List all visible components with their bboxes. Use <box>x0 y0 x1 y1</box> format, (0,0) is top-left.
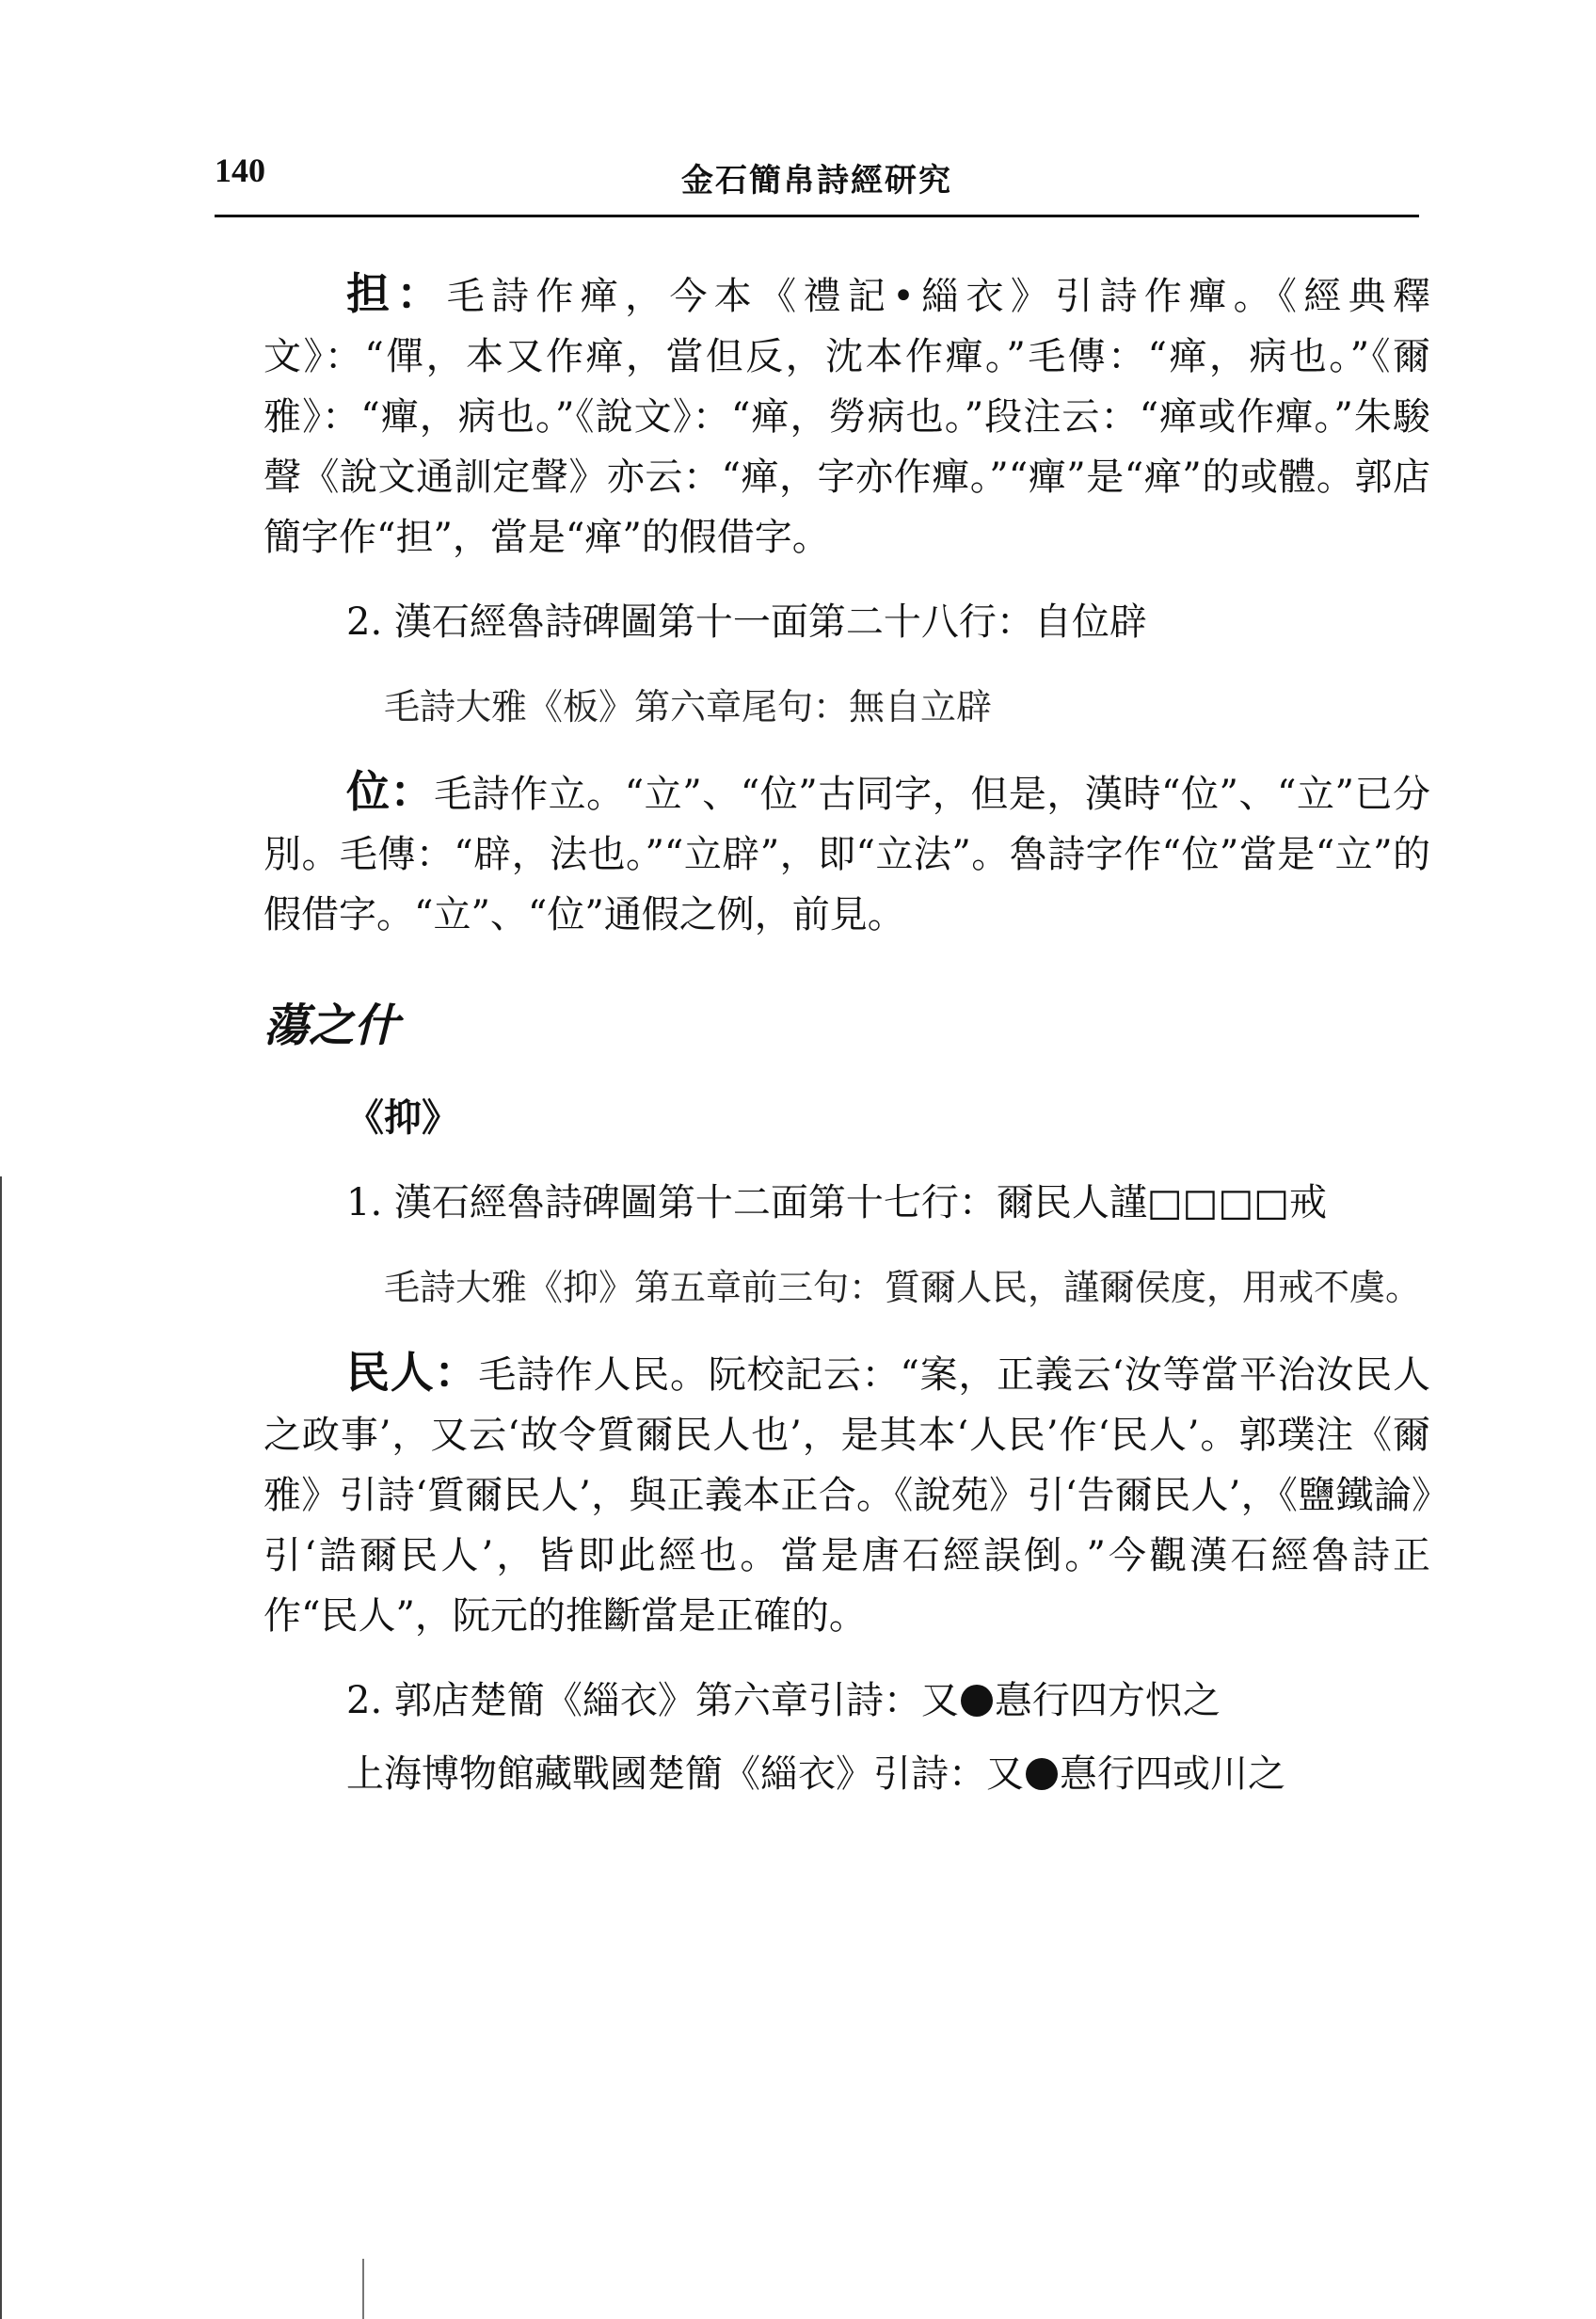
section-title: 蕩之什 <box>263 1000 400 1052</box>
page-header <box>215 151 1419 203</box>
running-title: 金石簡帛詩經研究 <box>681 162 952 200</box>
mao-quote-ban: 毛詩大雅《板》第六章尾句：無自立辟 <box>384 686 993 728</box>
shanghai-text-a: 上海博物館藏戰國楚簡《緇衣》引詩：又 <box>346 1752 1024 1796</box>
citation-shanghai <box>263 1744 1430 1804</box>
scan-gutter-mark <box>362 2259 364 2319</box>
term-wei: 位： <box>346 766 435 817</box>
archaic-glyph-icon <box>1026 1758 1058 1790</box>
term-dan: 担： <box>346 268 447 319</box>
page-number: 140 <box>215 152 265 189</box>
header-rule <box>215 215 1419 217</box>
paragraph-minren-text: 毛詩作人民。阮校記云：“案，正義云‘汝等當平治汝民人之政事’，又云‘故令質爾民人也’，是其本‘人民’作‘民人’。郭璞注《爾雅》引詩‘質爾民人’，與正義本正合。《說苑》引‘告爾民人’，《鹽鐵論》引‘誥爾民人’，皆即此經也。當是唐石經誤倒。”今觀漢石經魯詩正作“民人”，阮元的推斷當是正確的。 <box>263 1353 1430 1638</box>
paragraph-dan-text: 毛詩作瘅，今本《禮記•緇衣》引詩作癉。《經典釋文》：“僤，本又作瘅，當但反，沈本作癉。”毛傳：“瘅，病也。”《爾雅》：“癉，病也。”《說文》：“瘅，勞病也。”段注云：“瘅或作癉。”朱駿聲《說文通訓定聲》亦云：“瘅，字亦作癉。”“癉”是“瘅”的或體。郭店簡字作“担”，當是“瘅”的假借字。 <box>263 275 1431 559</box>
citation-item-1: 1. 漢石經魯詩碑圖第十二面第十七行：爾民人謹□□□□戒 <box>346 1181 1328 1224</box>
archaic-glyph-icon <box>961 1685 993 1717</box>
guodian-text-a: 2. 郭店楚簡《緇衣》第六章引詩：又 <box>346 1679 959 1722</box>
shanghai-text-b: 惪行四或川之 <box>1060 1752 1285 1796</box>
paragraph-wei-text: 毛詩作立。“立”、“位”古同字，但是，漢時“位”、“立”已分別。毛傳：“辟，法也。”“立辟”，即“立法”。魯詩字作“位”當是“立”的假借字。“立”、“位”通假之例，前見。 <box>263 773 1431 936</box>
citation-item-2: 2. 漢石經魯詩碑圖第十一面第二十八行：自位辟 <box>346 600 1147 644</box>
citation-guodian <box>263 1671 1430 1731</box>
body-text <box>263 264 1430 1804</box>
paragraph-wei <box>263 761 1430 945</box>
paragraph-dan <box>263 264 1430 568</box>
mao-quote-yi: 毛詩大雅《抑》第五章前三句：質爾人民，謹爾侯度，用戒不虞。 <box>384 1267 1422 1308</box>
guodian-text-b: 惪行四方怾之 <box>994 1679 1221 1722</box>
paragraph-minren <box>263 1342 1430 1646</box>
poem-subtitle: 《抑》 <box>346 1096 459 1140</box>
scan-margin-line <box>0 1176 2 2319</box>
term-minren: 民人： <box>346 1347 479 1398</box>
